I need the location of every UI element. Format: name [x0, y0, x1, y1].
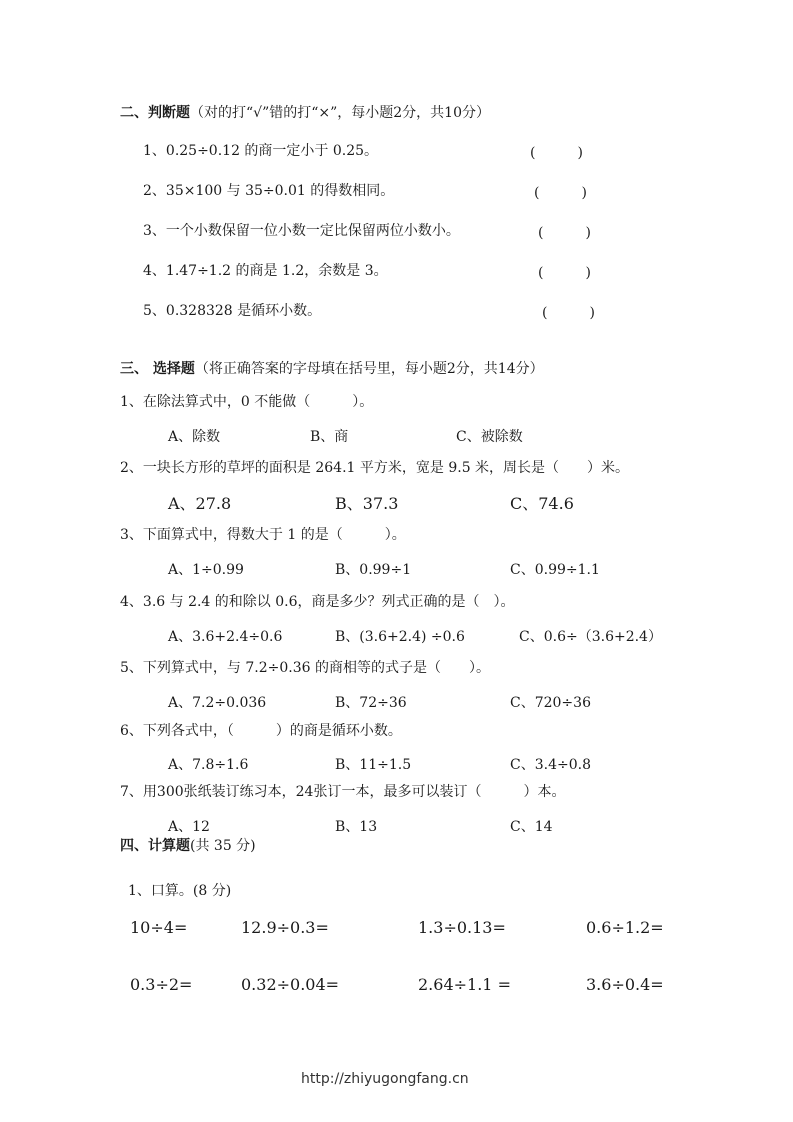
choice-4-option-c[interactable]: C、0.6÷（3.6+2.4） [519, 629, 662, 645]
choice-4-option-b[interactable]: B、(3.6+2.4) ÷0.6 [335, 629, 465, 645]
choice-question-2: 2、一块长方形的草坪的面积是 264.1 平方米，宽是 9.5 米，周长是（ ）米。 [120, 460, 630, 476]
choice-3-option-b[interactable]: B、0.99÷1 [335, 562, 412, 578]
choice-question-7: 7、用300张纸装订练习本，24张订一本，最多可以装订（ ）本。 [120, 784, 566, 800]
choice-3-option-a[interactable]: A、1÷0.99 [168, 562, 244, 578]
section3-subtitle: （将正确答案的字母填在括号里，每小题2分，共14分） [194, 361, 544, 377]
choice-1-option-a[interactable]: A、除数 [168, 429, 221, 445]
choice-5-option-a[interactable]: A、7.2÷0.036 [168, 695, 267, 711]
choice-3-option-c[interactable]: C、0.99÷1.1 [510, 562, 600, 578]
judge-paren-4[interactable]: ( ) [538, 265, 591, 281]
calc-r2-c2: 0.32÷0.04= [241, 975, 340, 994]
judge-paren-1[interactable]: ( ) [530, 145, 583, 161]
section3-heading [120, 360, 544, 378]
judge-paren-5[interactable]: ( ) [542, 305, 595, 321]
judge-item-1: 1、0.25÷0.12 的商一定小于 0.25。 [143, 143, 379, 159]
choice-1-option-b[interactable]: B、商 [310, 429, 349, 445]
judge-item-2: 2、35×100 与 35÷0.01 的得数相同。 [143, 183, 395, 199]
choice-6-option-a[interactable]: A、7.8÷1.6 [168, 757, 249, 773]
calc-r2-c1: 0.3÷2= [130, 975, 193, 994]
judge-item-4: 4、1.47÷1.2 的商是 1.2，余数是 3。 [143, 263, 388, 279]
section2-title: 二、判断题 [120, 105, 190, 121]
choice-6-option-b[interactable]: B、11÷1.5 [335, 757, 412, 773]
section3-title: 三、 选择题 [120, 361, 195, 377]
judge-item-3: 3、一个小数保留一位小数一定比保留两位小数小。 [143, 223, 460, 239]
choice-7-option-a[interactable]: A、12 [168, 819, 210, 835]
choice-6-option-c[interactable]: C、3.4÷0.8 [510, 757, 591, 773]
choice-5-option-b[interactable]: B、72÷36 [335, 695, 407, 711]
calc-r2-c4: 3.6÷0.4= [586, 975, 664, 994]
judge-paren-2[interactable]: ( ) [534, 185, 587, 201]
choice-1-option-c[interactable]: C、被除数 [456, 429, 523, 445]
section4-subtitle: (共 35 分) [190, 838, 256, 854]
section2-heading [120, 104, 490, 122]
judge-paren-3[interactable]: ( ) [538, 225, 591, 241]
choice-2-option-b[interactable]: B、37.3 [335, 494, 399, 513]
choice-question-1: 1、在除法算式中，0 不能做（ ）。 [120, 394, 374, 410]
choice-2-option-a[interactable]: A、27.8 [168, 494, 232, 513]
section2-subtitle: （对的打“√”错的打“×”，每小题2分，共10分） [190, 105, 491, 121]
choice-7-option-b[interactable]: B、13 [335, 819, 378, 835]
calc-r1-c2: 12.9÷0.3= [241, 918, 329, 937]
calc-r1-c1: 10÷4= [130, 918, 188, 937]
choice-2-option-c[interactable]: C、74.6 [510, 494, 574, 513]
section4-heading [120, 837, 256, 855]
choice-7-option-c[interactable]: C、14 [510, 819, 553, 835]
calc-r1-c4: 0.6÷1.2= [586, 918, 664, 937]
section4-sub1: 1、口算。(8 分) [128, 883, 232, 899]
choice-question-5: 5、下列算式中，与 7.2÷0.36 的商相等的式子是（ ）。 [120, 660, 490, 676]
section4-title: 四、计算题 [120, 838, 190, 854]
choice-4-option-a[interactable]: A、3.6+2.4÷0.6 [168, 629, 283, 645]
choice-question-3: 3、下面算式中，得数大于 1 的是（ ）。 [120, 527, 406, 543]
choice-question-6: 6、下列各式中，（ ）的商是循环小数。 [120, 723, 402, 739]
calc-r2-c3: 2.64÷1.1 = [418, 975, 511, 994]
choice-5-option-c[interactable]: C、720÷36 [510, 695, 591, 711]
choice-question-4: 4、3.6 与 2.4 的和除以 0.6，商是多少？列式正确的是（ ）。 [120, 594, 515, 610]
judge-item-5: 5、0.328328 是循环小数。 [143, 303, 322, 319]
calc-r1-c3: 1.3÷0.13= [418, 918, 506, 937]
footer-url[interactable]: http://zhiyugongfang.cn [301, 1071, 469, 1087]
